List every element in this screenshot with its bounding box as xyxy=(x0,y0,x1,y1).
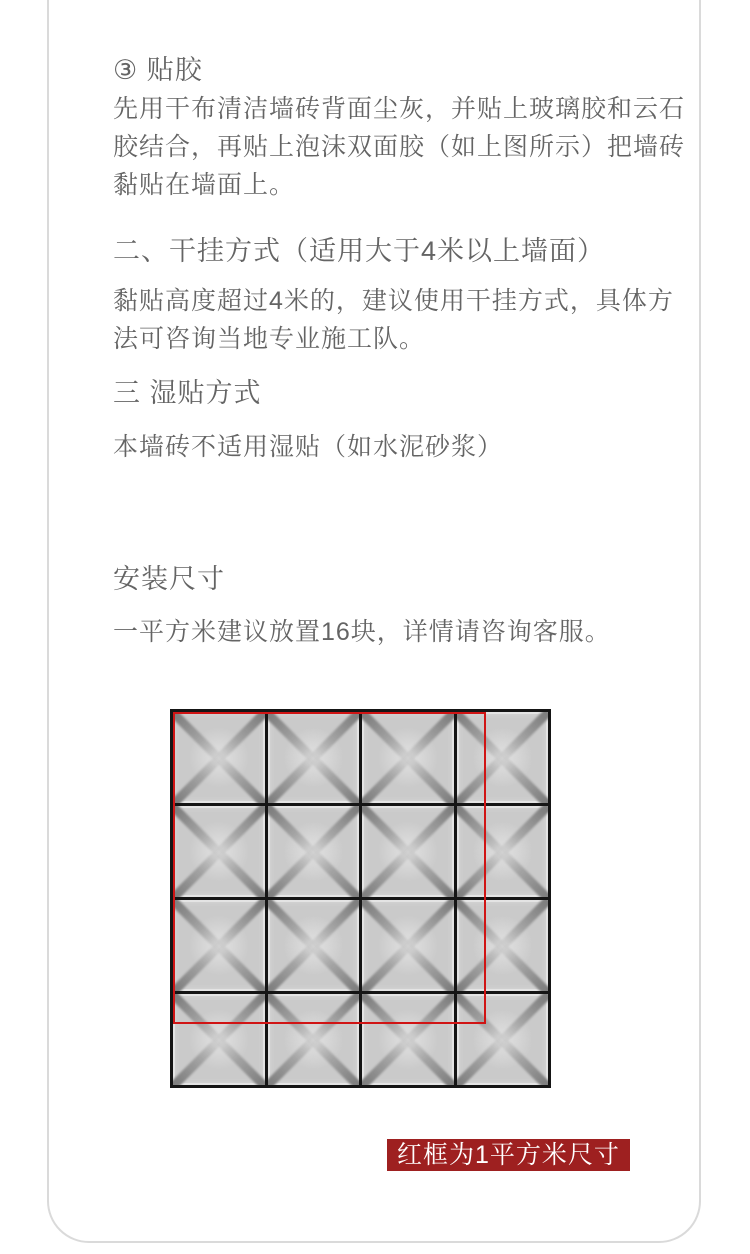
tile xyxy=(268,994,360,1085)
tile xyxy=(457,900,549,991)
dry-hang-body xyxy=(113,282,674,358)
tile-grid xyxy=(170,709,551,1088)
tile xyxy=(173,900,265,991)
install-size-body xyxy=(113,613,653,651)
red-frame-caption: 红框为1平方米尺寸 xyxy=(387,1139,630,1171)
text-line: 黏贴在墙面上。 xyxy=(113,171,296,199)
text-line: 一平方米建议放置16块，详情请咨询客服。 xyxy=(113,618,611,646)
tile xyxy=(362,900,454,991)
tile xyxy=(173,712,265,803)
tile xyxy=(362,994,454,1085)
tile xyxy=(268,806,360,897)
text-line: 黏贴高度超过4米的，建议使用干挂方式，具体方 xyxy=(113,287,674,315)
text-line: 本墙砖不适用湿贴（如水泥砂浆） xyxy=(113,433,504,461)
tile xyxy=(362,806,454,897)
text-line: 法可咨询当地专业施工队。 xyxy=(113,325,426,353)
tile xyxy=(457,806,549,897)
wet-paste-body xyxy=(113,428,653,466)
tile xyxy=(362,712,454,803)
tile xyxy=(173,994,265,1085)
dry-hang-heading: 二、干挂方式（适用大于4米以上墙面） xyxy=(113,236,606,266)
tile xyxy=(457,994,549,1085)
wet-paste-heading: 三 湿贴方式 xyxy=(113,378,262,408)
text-line: 先用干布清洁墙砖背面尘灰，并贴上玻璃胶和云石 xyxy=(113,95,686,123)
glue-step-heading: ③ 贴胶 xyxy=(113,55,203,85)
install-size-heading: 安装尺寸 xyxy=(113,564,225,594)
tile xyxy=(457,712,549,803)
tile xyxy=(268,900,360,991)
tile xyxy=(173,806,265,897)
tile xyxy=(268,712,360,803)
text-line: 胶结合，再贴上泡沫双面胶（如上图所示）把墙砖 xyxy=(113,133,686,161)
glue-step-body xyxy=(113,90,686,204)
tile-layout-diagram xyxy=(170,709,551,1088)
